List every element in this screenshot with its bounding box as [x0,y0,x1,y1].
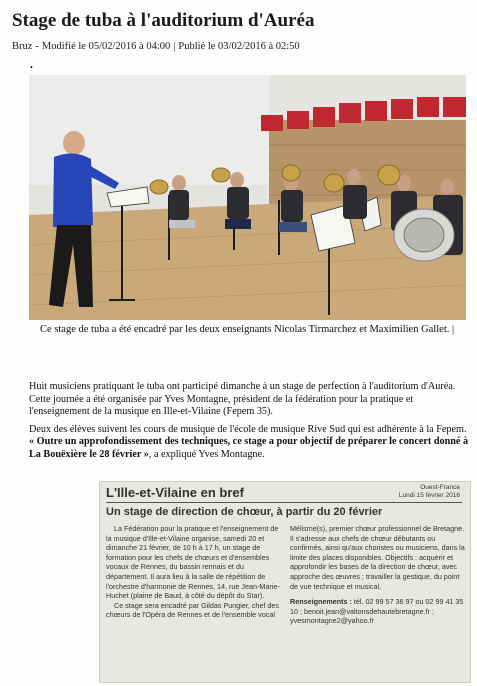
clipping-registration: Renseignements : tél. 02 99 57 36 97 ou 02 99 41 35 10 ; benoit.jean@valtonsdehautebretagne.fr ; yvesmontagne2@yahoo.fr [290,597,464,626]
paragraph-2: Deux des élèves suivent les cours de musique de l'école de musique Rive Sud qui est adhérente à la Fepem. « Outre un approfondissement des techniques, ce stage a pour objectif de préparer le concert donné à La Bouëxière le 28 février », a expliqué Yves Montagne. [29,423,469,460]
photo-illustration [29,75,466,320]
clipping-rubric: L'Ille-et-Vilaine en bref [106,485,244,500]
meta-modified: Modifié le 05/02/2016 à 04:00 [41,41,171,52]
newspaper-clipping [99,481,471,683]
clipping-source: Ouest-France Lundi 15 février 2016 [398,484,460,499]
paragraph-1: Huit musiciens pratiquant le tuba ont participé dimanche à un stage de perfection à l'auditorium d'Auréa. Cette journée a été organisée par Yves Montagne, président de la fédération pour la pratique et l'enseignement de la musique en Ille-et-Vilaine (Fepem 35). [29,381,456,418]
quote: « Outre un approfondissement des techniques, ce stage a pour objectif de préparer le concert donné à La Bouëxière le 28 février » [29,436,469,460]
article-meta: Bruz - Modifié le 05/02/2016 à 04:00 | Publié le 03/02/2016 à 02:50 [12,41,300,52]
bullet-dot: • [30,63,33,72]
article-photo [29,75,466,320]
meta-location: Bruz [12,41,33,52]
meta-published: Publié le 03/02/2016 à 02:50 [178,41,300,52]
clipping-headline: Un stage de direction de chœur, à partir du 20 février [106,506,383,518]
article-body [29,381,469,467]
page-title: Stage de tuba à l'auditorium d'Auréa [12,10,315,31]
clipping-right-column: Mélisme(s), premier chœur professionnel de Bretagne. Il s'adresse aux chefs de chœur débutants ou confirmés, ainsi qu'aux choristes ou musiciens, dans la limite des places disponibles. Objectifs : acquérir et approfondir les bases de la direction de chœur, avec approche des œuvres ; travailler la gestique, du point de vue technique et musical. Renseignements : tél. 02 99 57 36 97 ou 02 99 41 35 10 ; benoit.jean@valtonsdehautebretagne.fr ; yvesmontagne2@yahoo.fr [290,524,465,626]
photo-caption: Ce stage de tuba a été encadré par les deux enseignants Nicolas Tirmarchez et Maximilien Gallet. | [40,324,455,335]
clipping-left-column: La Fédération pour la pratique et l'enseignement de la musique d'Ille-et-Vilaine organise, samedi 20 et dimanche 21 février, de 10 h à 17 h, un stage de formation pour les chefs de chœurs et d'ensembles vocaux de Rennes, du bassin rennais et du département. Il aura lieu à la salle de répétition de l'orchestre d'harmonie de Rennes, 14, rue Jean-Marie-Huchet (plaine de Baud, à côté du dépôt du Star). Ce stage sera encadré par Gildas Pungier, chef des chœurs de l'Opéra de Rennes et de l'ensemble vocal [106,524,280,620]
clipping-header [106,484,462,503]
